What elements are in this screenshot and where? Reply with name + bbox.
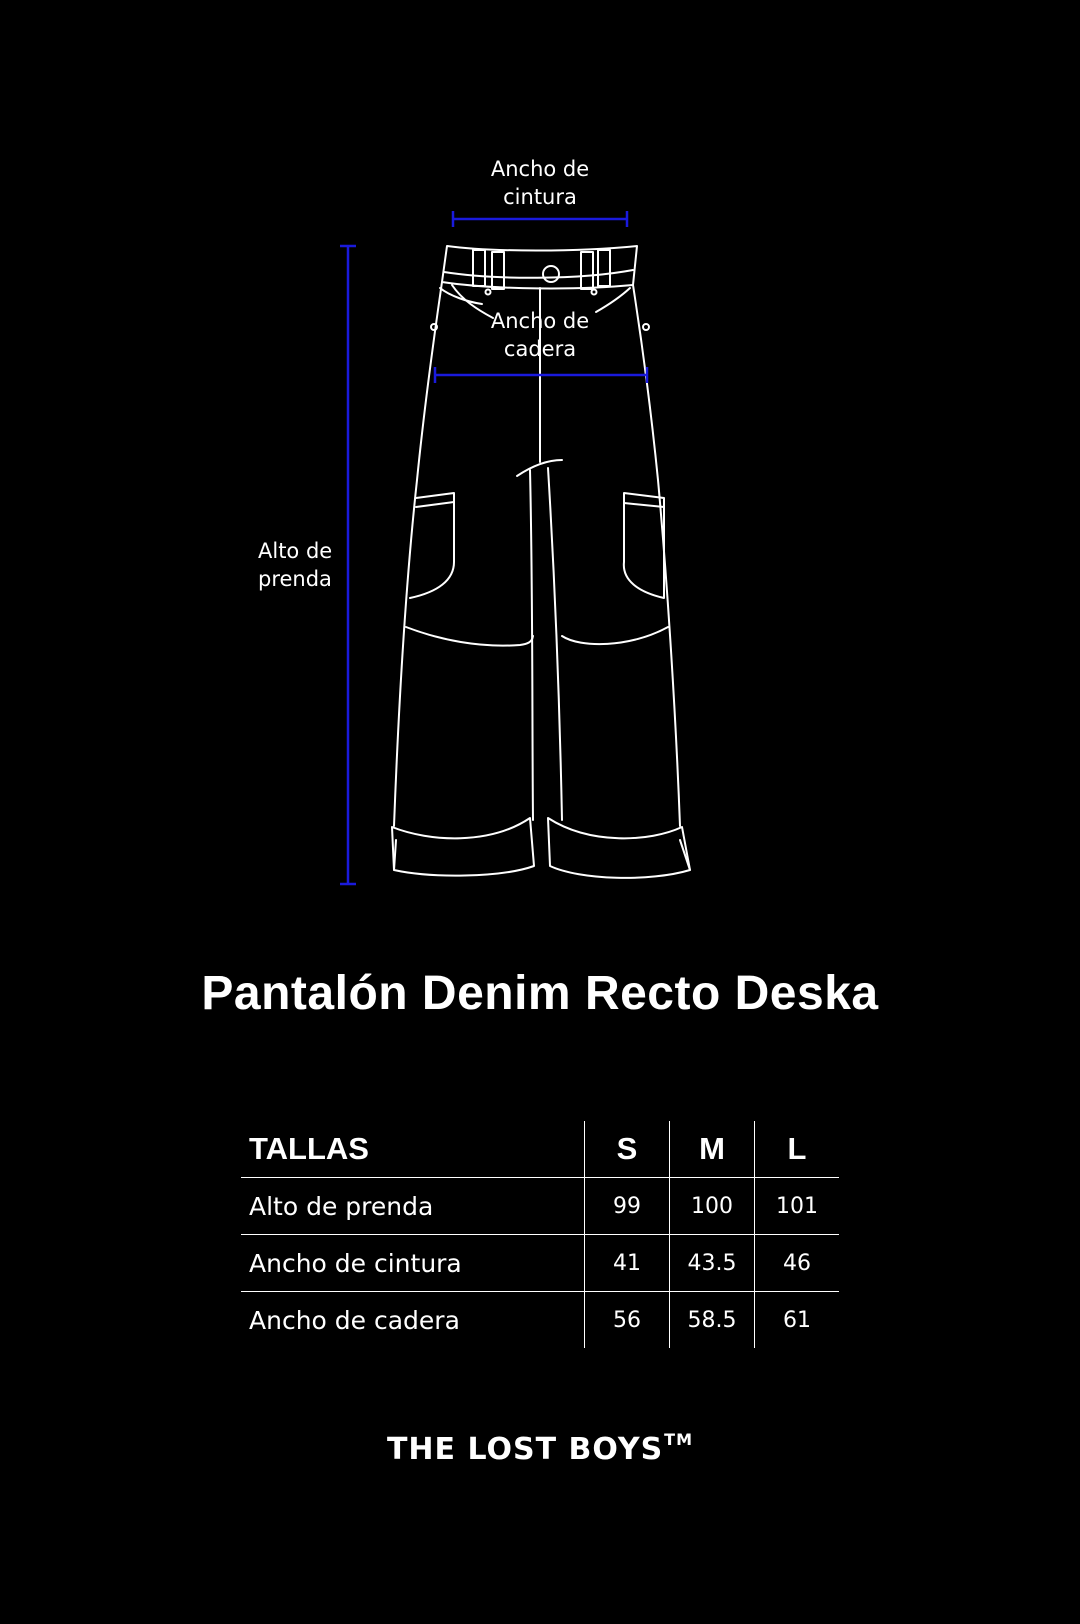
product-title: Pantalón Denim Recto Deska <box>201 967 879 1020</box>
trademark-mark: TM <box>664 1430 694 1449</box>
table-row <box>241 1235 839 1292</box>
cell-value: 56 <box>585 1292 670 1349</box>
row-label: Alto de prenda <box>241 1178 585 1235</box>
cell-value: 61 <box>755 1292 840 1349</box>
cell-value: 41 <box>585 1235 670 1292</box>
size-table <box>241 1121 839 1348</box>
row-label: Ancho de cadera <box>249 1305 460 1335</box>
cell-value: 43.5 <box>670 1235 755 1292</box>
brand-name: THE LOST BOYS <box>386 1432 664 1467</box>
cell-value: 101 <box>755 1178 840 1235</box>
cell-value: 100 <box>670 1178 755 1235</box>
brand-logo <box>0 1430 1080 1467</box>
row-label: Ancho de cintura <box>241 1235 585 1292</box>
cell-value: 58.5 <box>670 1292 755 1349</box>
size-l-header: L <box>755 1121 840 1178</box>
hip-label: Ancho de cadera <box>490 309 590 361</box>
tallas-header: TALLAS <box>241 1121 585 1178</box>
table-row <box>241 1292 839 1349</box>
cell-value: 46 <box>755 1235 840 1292</box>
size-table-header <box>241 1121 839 1178</box>
height-label: Alto de prenda <box>258 539 333 591</box>
size-s-header: S <box>585 1121 670 1178</box>
cell-value: 99 <box>585 1178 670 1235</box>
table-row <box>241 1178 839 1235</box>
size-m-header: M <box>670 1121 755 1178</box>
waist-label: Ancho de cintura <box>490 157 590 209</box>
